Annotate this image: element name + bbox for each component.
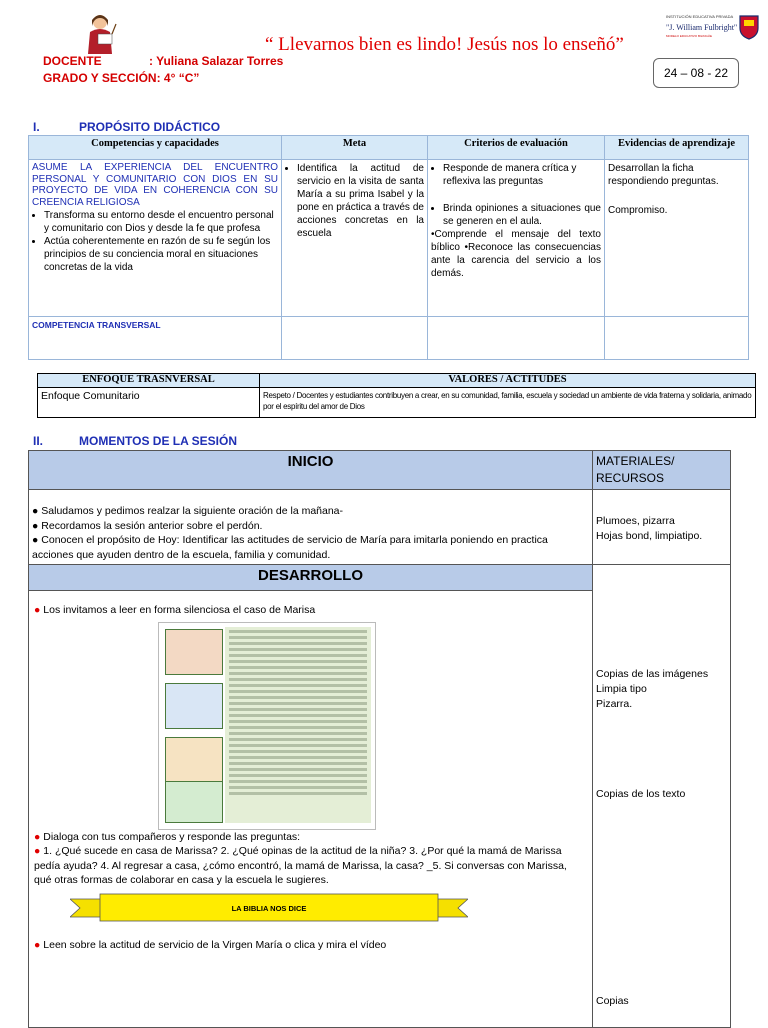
- story-picture: [165, 781, 223, 823]
- competencia-text: ASUME LA EXPERIENCIA DEL ENCUENTRO PERSONAL Y COMUNITARIO CON DIOS EN SU PROYECTO DE VIDA EN COHERENCIA CON SU CREENCIA RELIGIOSA: [32, 162, 278, 208]
- grado-seccion: GRADO Y SECCIÓN: 4° “C”: [43, 71, 200, 85]
- capacidad-item: • Transforma su entorno desde el encuentro personal y comunitario con Dios y desde la fe que profesa: [44, 209, 278, 235]
- story-picture: [165, 737, 223, 783]
- inicio-content: [29, 490, 593, 565]
- biblia-banner-label: LA BIBLIA NOS DICE: [231, 903, 307, 913]
- col-header-competencias: Competencias y capacidades: [29, 136, 282, 160]
- valores-header: VALORES / ACTITUDES: [260, 374, 756, 388]
- competencia-transversal-label: COMPETENCIA TRANSVERSAL: [32, 320, 161, 330]
- session-motto: “ Llevarnos bien es lindo! Jesús nos lo enseñó”: [265, 34, 624, 55]
- marisa-story-image: [158, 622, 376, 830]
- biblia-banner: [70, 893, 468, 923]
- competencia-cell: [29, 160, 282, 317]
- desarrollo-header: DESARROLLO: [29, 565, 593, 591]
- capacidad-item: • Actúa coherentemente en razón de su fe según los principios de su conciencia moral en situaciones concretas de la vida: [44, 235, 278, 274]
- criterio-item: •Comprende el mensaje del texto bíblico •Reconoce las consecuencias ante la carencia del servicio a los demás.: [431, 229, 601, 279]
- enfoque-table: [37, 373, 756, 418]
- story-text-block: [225, 627, 371, 823]
- enfoque-value: Respeto / Docentes y estudiantes contribuyen a crear, en su comunidad, familia, escuela y sociedad un ambiente de vida fraterna y solidaria, animado por el espíritu del amor de Dios: [260, 388, 756, 418]
- materiales-header: MATERIALES/ RECURSOS: [593, 451, 731, 490]
- session-date: 24 – 08 - 22: [653, 58, 739, 88]
- evidencias-cell: [605, 160, 749, 317]
- col-header-evidencias: Evidencias de aprendizaje: [605, 136, 749, 160]
- section-2-title: MOMENTOS DE LA SESIÓN: [79, 434, 238, 448]
- desarrollo-materiales: Copias de las imágenes Limpia tipo Pizarra. Copias de los texto Copias: [593, 565, 731, 1028]
- desarrollo-read: ● Los invitamos a leer en forma silenciosa el caso de Marisa: [34, 604, 316, 616]
- docente-name: : Yuliana Salazar Torres: [149, 54, 284, 68]
- meta-cell: [282, 160, 428, 317]
- section-1-number: I.: [33, 120, 40, 134]
- story-picture: [165, 683, 223, 729]
- enfoque-name: Enfoque Comunitario: [38, 388, 260, 418]
- dialoga-instruction: ● Dialoga con tus compañeros y responde las preguntas:: [34, 831, 301, 843]
- teacher-icon: [82, 12, 118, 58]
- preguntas-list: ● 1. ¿Qué sucede en casa de Marissa? 2. ¿Qué opinas de la actitud de la niña? 3. ¿Por qué la mamá de Marissa pedía ayuda? 4. Al regresar a casa, ¿cómo encontró, la mamá de Marissa, la casa? _5. Si conversas con Marissa, qué otras formas de colaborar en casa y la escuela le sugieres.: [34, 845, 567, 886]
- inicio-item: ● Conocen el propósito de Hoy: Identificar las actitudes de servicio de María para imitarla poniendo en practica acciones que ayuden dentro de la escuela, familia y comunidad.: [32, 534, 548, 561]
- inicio-materiales: Plumoes, pizarra Hojas bond, limpiatipo.: [593, 490, 731, 565]
- section-1-title: PROPÓSITO DIDÁCTICO: [79, 120, 221, 134]
- proposito-table: [28, 135, 749, 360]
- docente-label: DOCENTE: [43, 54, 102, 68]
- evidencia-item: Compromiso.: [608, 205, 668, 216]
- school-logo: INSTITUCIÓN EDUCATIVA PRIVADA "J. William Fulbright" MODELO EDUCATIVO BILINGÜE: [662, 12, 762, 42]
- enfoque-header: ENFOQUE TRASNVERSAL: [38, 374, 260, 388]
- meta-text: • Identifica la actitud de servicio en la visita de santa María a su prima Isabel y la pone en práctica a través de acciones concretas en la escuela: [297, 162, 424, 240]
- criterios-cell: [428, 160, 605, 317]
- col-header-criterios: Criterios de evaluación: [428, 136, 605, 160]
- criterio-item: • Responde de manera crítica y reflexiva las preguntas: [443, 162, 601, 188]
- criterio-item: • Brinda opiniones a situaciones que se generen en el aula.: [443, 202, 601, 228]
- inicio-header: INICIO: [29, 451, 593, 490]
- evidencia-item: Desarrollan la ficha respondiendo preguntas.: [608, 163, 719, 187]
- inicio-item: ● Saludamos y pedimos realzar la siguiente oración de la mañana-: [32, 505, 344, 517]
- inicio-item: ● Recordamos la sesión anterior sobre el perdón.: [32, 519, 263, 532]
- shield-icon: [738, 14, 760, 40]
- leen-instruction: ● Leen sobre la actitud de servicio de la Virgen María o clica y mira el vídeo: [34, 939, 387, 951]
- story-picture: [165, 629, 223, 675]
- col-header-meta: Meta: [282, 136, 428, 160]
- section-2-number: II.: [33, 434, 44, 448]
